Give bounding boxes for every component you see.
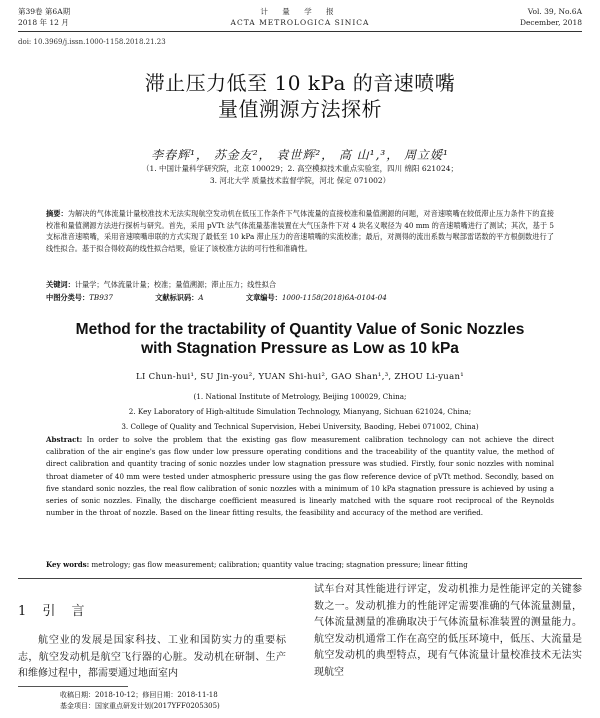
body-left-column: 航空业的发展是国家科技、工业和国防实力的重要标志，航空发动机是航空飞行器的心脏。发动机在研制、生产和维修过程中，都需要通过地面室内 [18, 635, 286, 679]
en-title [0, 320, 600, 358]
cn-aff-line1: （1. 中国计量科学研究院，北京 100029；2. 高空模拟技术重点实验室，四川 绵阳 621024； [142, 164, 458, 173]
en-aff-line1: (1. National Institute of Metrology, Beijing 100029, China; [193, 392, 407, 401]
en-abstract [46, 434, 554, 519]
doi: doi: 10.3969/j.issn.1000-1158.2018.21.23 [18, 38, 166, 46]
en-title-line1: Method for the tractability of Quantity Value of Sonic Nozzles [75, 321, 525, 338]
doc-code-label: 文献标识码： [155, 293, 199, 302]
cn-authors: 李春辉¹， 苏金友²， 袁世辉²， 高 山¹,³， 周立媛¹ [151, 148, 449, 162]
doc-code-value: A [198, 293, 204, 302]
body-right-column: 试车台对其性能进行评定，发动机推力是性能评定的关键参数之一。发动机推力的性能评定需要准确的气体流量测量，气体流量测量的准确取决于气体流量标准装置的测量能力。航空发动机通常工作在高空的低压环境中，低压、大流量是航空发动机的典型特点，现有气体流量计量校准技术无法实现航空 [314, 584, 582, 678]
en-keywords-label: Key words: [46, 560, 90, 569]
footnote-funding: 基金项目：国家重点研发计划(2017YFF0205305) [60, 702, 220, 710]
cn-title [0, 70, 600, 122]
article-no-label: 文章编号： [245, 293, 282, 302]
running-header [18, 6, 582, 32]
cn-abstract [46, 208, 554, 254]
footnote [60, 690, 220, 712]
abstract-divider [18, 578, 582, 579]
en-authors: LI Chun-hui¹, SU Jin-you², YUAN Shi-hui², GAO Shan¹,³, ZHOU Li-yuan¹ [136, 372, 464, 382]
en-affiliations [40, 389, 560, 434]
footnote-received: 收稿日期：2018-10-12；修回日期：2018-11-18 [60, 691, 218, 699]
en-aff-line2: 2. Key Laboratory of High-altitude Simulation Technology, Mianyang, Sichuan 621024, China; [128, 407, 472, 416]
en-abstract-label: Abstract: [46, 435, 83, 444]
section-heading: 1 引 言 [18, 604, 91, 619]
cn-abstract-label: 摘要： [46, 209, 68, 218]
header-rule [18, 31, 582, 32]
cn-aff-line2: 3. 河北大学 质量技术监督学院，河北 保定 071002） [209, 176, 391, 185]
clc-label: 中图分类号： [46, 293, 90, 302]
journal-name-cn: 计 量 学 报 [260, 7, 340, 16]
header-volume-en [520, 6, 582, 28]
en-keywords [46, 560, 554, 569]
en-abstract-text: In order to solve the problem that the existing gas flow measurement calibration technology can not achieve the direct calibration of the air engine's gas flow under low pressure operating conditions and the traceability of the quantity value, the method of direct calibration and quantity tracing of sonic nozzles under low stagnation pressure was studied. Firstly, four sonic nozzles with nominal throat diameter of 40 mm were tested under atmospheric pressure using the gas flow reference device of pVTt method. Secondly, based on five standard sonic nozzles, the real flow calibration of sonic nozzles with a minimum of 10 kPa stagnation pressure is achieved by using a series of sonic nozzles. Finally, the discharge coefficient measured is linearly matched with the square root reciprocal of the Reynolds number in the throat of nozzle. Based on the linear fitting results, the feasibility and accuracy of the method are verified. [46, 435, 554, 518]
cn-affiliations [0, 163, 600, 187]
clc-value: TB937 [89, 293, 113, 302]
journal-name-en: ACTA METROLOGICA SINICA [230, 18, 370, 27]
cn-classification [46, 293, 554, 303]
header-volume-issue: 第39卷 第6A期 [18, 7, 71, 16]
cn-title-line1: 滞止压力低至 10 kPa 的音速喷嘴 [144, 71, 456, 95]
header-date-en: December, 2018 [519, 18, 582, 27]
en-aff-line3: 3. College of Quality and Technical Supervision, Hebei University, Baoding, Hebei 071002, China) [121, 422, 479, 431]
header-journal [18, 6, 582, 28]
article-no-value: 1000-1158(2018)6A-0104-04 [281, 293, 387, 302]
header-date-cn: 2018 年 12 月 [18, 18, 69, 27]
cn-abstract-text: 为解决的气体流量计量校准技术无法实现航空发动机在低压工作条件下气体流量的直接校准和量值溯源的问题，对音速喷嘴在较低滞止压力条件下的直接校准和量值溯源方法进行探析与研究。首先，采用 pVTt 法气体流量基准装置在大气压条件下对 4 块名义喉径为 40 mm 的音速喷嘴进行了测试；其次，基于 5 支标准音速喷嘴，采用音速喷嘴串联的方式实现了最低至 10 kPa 滞止压力的音速喷嘴的实流校准；最后，对测得的流出系数与喉部雷诺数的平方根倒数进行了线性拟合。基于拟合得较高的线性拟合结果，验证了该校准方法的可行性和准确性。 [46, 209, 554, 253]
footnote-rule [18, 686, 128, 687]
cn-keywords [46, 280, 554, 290]
cn-keywords-label: 关键词： [46, 280, 75, 289]
cn-title-line2: 量值溯源方法探析 [218, 97, 382, 121]
cn-keywords-text: 计量学；气体流量计量；校准；量值溯源；滞止压力；线性拟合 [74, 280, 277, 289]
header-volume-issue-en: Vol. 39, No.6A [527, 7, 582, 16]
en-title-line2: with Stagnation Pressure as Low as 10 kPa [141, 340, 459, 357]
en-keywords-text: metrology; gas flow measurement; calibration; quantity value tracing; stagnation pressure; linear fitting [91, 560, 468, 569]
